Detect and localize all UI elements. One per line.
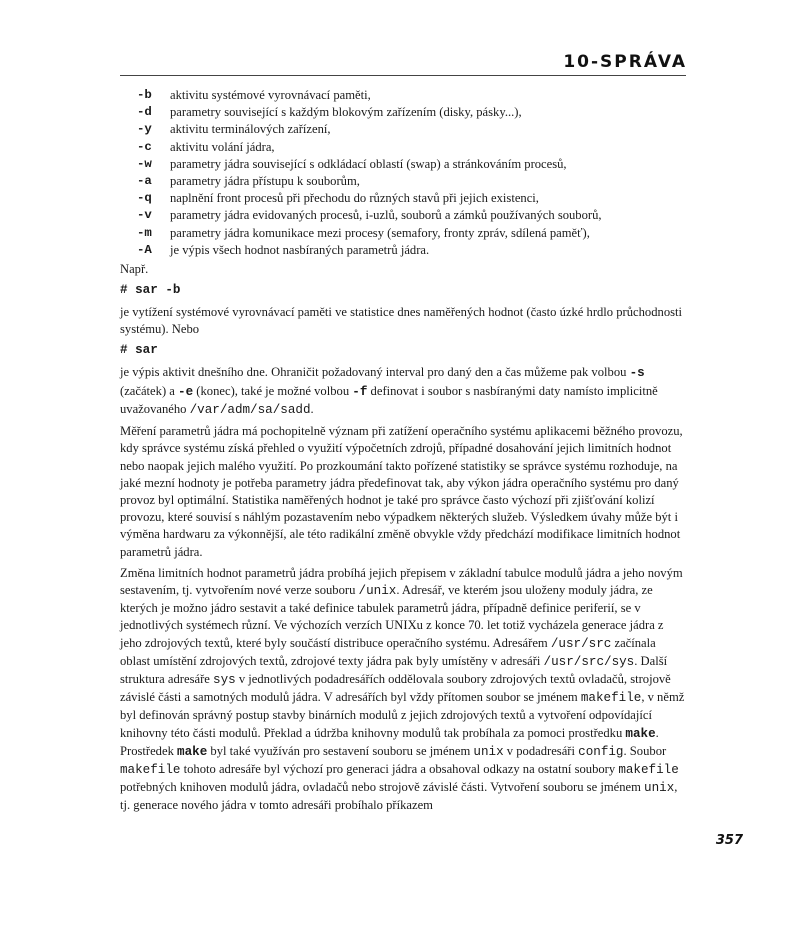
option-desc: parametry jádra evidovaných procesů, i-uzlů, souborů a zámků používaných souborů, <box>170 208 602 223</box>
text-run: , tj. generace nového jádra v tomto adresáři probíhalo příkazem <box>120 780 678 813</box>
option-row <box>120 87 686 104</box>
inline-code: sys <box>213 672 236 687</box>
inline-code: /var/adm/sa/sadd <box>189 402 311 417</box>
option-flag: -b <box>137 88 152 102</box>
option-desc: aktivitu terminálových zařízení, <box>170 122 331 137</box>
header-rule <box>120 75 686 76</box>
text-run: . <box>310 401 314 416</box>
option-row <box>120 190 686 207</box>
option-flag: -q <box>137 191 152 206</box>
option-flag: -v <box>137 208 152 223</box>
option-desc: je výpis všech hodnot nasbíraných parametrů jádra. <box>170 242 430 257</box>
option-desc: aktivitu systémové vyrovnávací paměti, <box>170 88 371 102</box>
inline-code: unix <box>473 744 504 759</box>
option-row <box>120 121 686 138</box>
inline-code: /usr/src/sys <box>543 654 635 669</box>
option-flag: -A <box>137 242 152 257</box>
option-desc: parametry jádra související s odkládací oblastí (swap) a stránkováním procesů, <box>170 156 567 171</box>
option-flag: -y <box>137 122 152 137</box>
option-flag: -d <box>137 105 152 120</box>
inline-code: make <box>177 744 208 759</box>
paragraph <box>120 364 686 419</box>
text-run: Změna limitních hodnot parametrů jádra probíhá jejich přepisem v základní tabulce modulů jádra a jeho novým sestavením, tj. vytvořením nové verze souboru <box>120 565 683 597</box>
page-content <box>120 87 686 819</box>
inline-code: unix <box>644 781 675 796</box>
option-desc: parametry jádra komunikace mezi procesy (semafory, fronty zpráv, sdílená paměť), <box>170 225 590 240</box>
text-run: byl také využíván pro sestavení souboru se jménem <box>207 743 474 758</box>
text-run: tohoto adresáře byl výchozí pro generaci jádra a obsahoval odkazy na ostatní soubory <box>180 761 619 776</box>
option-row <box>120 139 686 156</box>
inline-code: /unix <box>358 583 397 598</box>
option-row <box>120 207 686 224</box>
option-row <box>120 104 686 121</box>
command-line: # sar <box>120 343 158 358</box>
text-run: . Prostředek <box>120 725 659 758</box>
text-run: v jednotlivých podadresářích oddělovala soubory zdrojových textů ovladačů, strojově závislé části a samotných modulů jádra. V adresářích byl vždy přítomen soubor se jménem <box>120 671 671 705</box>
option-desc: naplnění front procesů při přechodu do různých stavů při jejich existenci, <box>170 191 539 206</box>
option-row <box>120 225 686 242</box>
command-line: # sar -b <box>120 283 181 298</box>
text-run: začínala oblast umístění zdrojových textů, zdrojové texty jádra pak byly umístěny v adresáři <box>120 635 656 668</box>
option-flag: -a <box>137 173 152 188</box>
chapter-title: 10-SPRÁVA <box>563 52 687 72</box>
option-row <box>120 242 686 259</box>
text-run: . Soubor <box>623 743 667 758</box>
option-row <box>120 173 686 190</box>
paragraph <box>120 565 686 815</box>
inline-code: makefile <box>580 691 642 706</box>
inline-code: -f <box>352 384 368 399</box>
option-desc: parametry jádra přístupu k souborům, <box>170 173 360 188</box>
option-flag: -c <box>137 139 152 154</box>
option-desc: aktivitu volání jádra, <box>170 139 275 154</box>
paragraph: je vytížení systémové vyrovnávací paměti ve statistice dnes naměřených hodnot (často úzké hrdlo průchodnosti systému). Nebo <box>120 305 683 337</box>
text-run: je výpis aktivit dnešního dne. Ohraničit požadovaný interval pro daný den a čas můžeme pak volbou <box>120 365 630 380</box>
text-run: (začátek) a <box>120 383 179 398</box>
option-row <box>120 156 686 173</box>
example-label: Např. <box>120 261 149 276</box>
option-desc: parametry související s každým blokovým zařízením (disky, pásky...), <box>170 105 522 120</box>
text-run: definovat i soubor s nasbíranými daty namísto implicitně uvažovaného <box>120 383 658 416</box>
text-run: (konec), také je možné volbou <box>193 383 353 398</box>
inline-code: make <box>625 726 656 741</box>
inline-code: -s <box>629 366 645 381</box>
text-run: potřebných knihoven modulů jádra, ovladačů nebo strojově závislé části. Vytvoření souboru se jménem <box>120 780 645 795</box>
text-run: . Další struktura adresáře <box>120 653 668 686</box>
text-run: , v němž byl definován správný postup stavby binárních modulů z jejich zdrojových textů a vytvoření odpovídající knihovny této části modulů. Překlad a údržba knihovny modulů tak probíhala za pomoci prostředku <box>120 690 685 740</box>
option-flag: -m <box>137 225 152 240</box>
option-flag: -w <box>137 156 152 171</box>
inline-code: config <box>578 744 624 759</box>
page-number: 357 <box>715 833 743 848</box>
paragraph: Měření parametrů jádra má pochopitelně význam při zatížení operačního systému aplikacemi běžného provozu, kdy správce systému získá přehled o využití výpočetních zdrojů, případné dosahování jejich limitních hodnot nebo naopak jejich malého využití. Po prozkoumání takto pořízené statistiky se správce systému rozhoduje, na jaké mezní hodnoty je potřeba parametry jádra předefinovat tak, aby výkon jádra operačního systému pro daný provoz byl optimální. Statistika naměřených hodnot je také pro správce často výchozí při zjišťování kolizí provozu, které souvisí s náhlým pozastavením nebo výpadkem některých služeb. Výsledkem úvahy může být i výměna hardwaru za výkonnější, ale této radikální změně obvykle vždy předchází modifikace limitních hodnot parametrů jádra. <box>120 424 683 559</box>
inline-code: -e <box>178 384 194 399</box>
inline-code: makefile <box>618 762 679 777</box>
inline-code: /usr/src <box>550 636 612 651</box>
text-run: . Adresář, ve kterém jsou uloženy moduly jádra, ze kterých je možno jádro sestavit a také definice tabulek parametrů jádra, případně definice periferií, se v jednotlivých systémech různí. Ve výchozích verzích UNIXu z konce 70. let totiž vycházela generace jádra z jeho zdrojových textů, které byly součástí distribuce operačního systému. Adresářem <box>120 582 664 650</box>
inline-code: makefile <box>120 762 181 777</box>
option-list <box>120 87 686 259</box>
text-run: v podadresáři <box>503 743 579 758</box>
